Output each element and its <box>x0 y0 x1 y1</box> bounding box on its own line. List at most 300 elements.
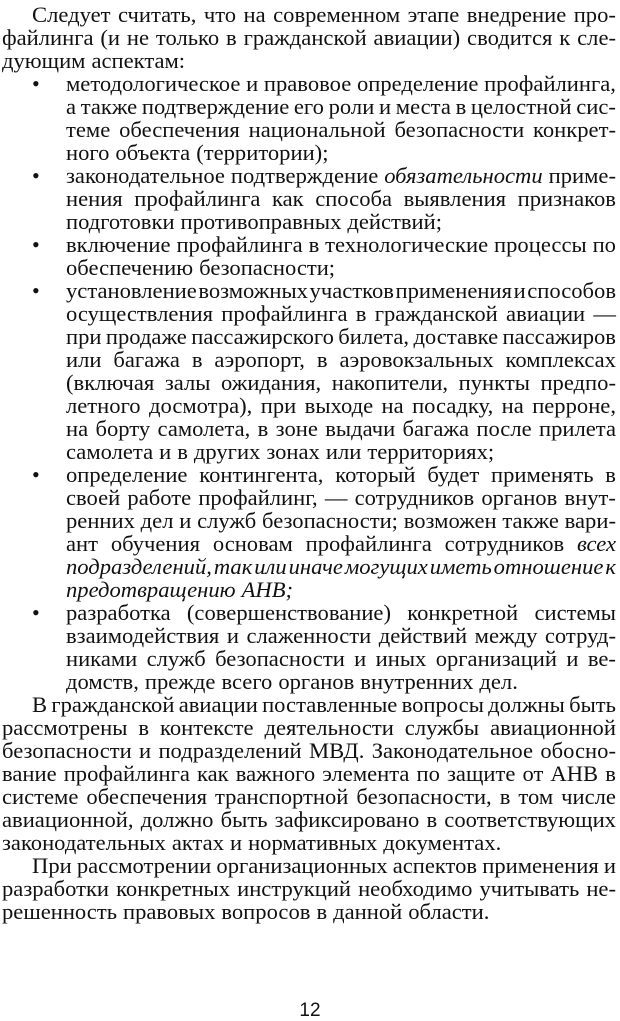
word: безопасности; <box>199 255 336 280</box>
word: летного <box>66 393 141 418</box>
word: обеспечения <box>86 784 208 809</box>
bullet-list <box>2 72 616 693</box>
text-line <box>66 210 616 233</box>
word: или <box>254 554 287 579</box>
word: рассмотрении <box>76 853 212 878</box>
word: В <box>32 692 48 717</box>
word: зонах <box>266 439 320 464</box>
word: ренних <box>66 508 135 533</box>
word: Законодательное <box>371 738 534 763</box>
word: системе <box>2 784 79 809</box>
bullet-marker: • <box>32 462 40 487</box>
word: его <box>293 94 324 119</box>
word: самолета, <box>157 416 251 441</box>
text-line <box>66 187 616 210</box>
word: гражданской <box>51 692 175 717</box>
word: сотрудников <box>354 485 475 510</box>
word: контингента, <box>199 462 324 487</box>
text-line <box>66 302 616 325</box>
word: авиации) <box>373 25 461 50</box>
word: сводится <box>467 25 553 50</box>
text-line <box>66 440 616 463</box>
word: соответствующих <box>444 807 616 832</box>
word: актах <box>171 830 224 855</box>
word: и <box>159 439 172 464</box>
text-line <box>66 164 616 187</box>
text-line <box>2 716 616 739</box>
word: в <box>308 232 320 257</box>
word: комплексах <box>505 347 616 372</box>
word: выдачи <box>325 416 396 441</box>
word: деятельности <box>264 715 394 740</box>
word: перроне, <box>532 393 616 418</box>
word: предпо- <box>540 370 616 395</box>
text-line <box>66 647 616 670</box>
word: гражданской <box>374 301 498 326</box>
word: этапе <box>407 2 460 27</box>
word: документах. <box>383 830 502 855</box>
word: разработка <box>66 600 171 625</box>
word: подразделений <box>158 738 302 763</box>
word: разработки <box>2 876 110 901</box>
word: АНВ <box>550 761 599 786</box>
word: профайлинга, <box>484 71 616 96</box>
word: иметь <box>429 554 492 579</box>
word: и <box>246 71 259 96</box>
word: служб <box>146 646 206 671</box>
word: (и <box>100 25 121 50</box>
word: правовое <box>263 71 352 96</box>
word: подразделений, <box>66 554 212 579</box>
word: а <box>66 94 77 119</box>
word: досмотра), <box>149 393 253 418</box>
word: обязательности <box>384 163 543 188</box>
word: — <box>324 485 348 510</box>
word: должны <box>488 692 565 717</box>
word: выявления <box>403 186 507 211</box>
word: том <box>518 784 554 809</box>
text-line <box>66 233 616 256</box>
word: места <box>395 94 451 119</box>
word: по <box>592 232 616 257</box>
word: обосно- <box>540 738 616 763</box>
word: всех <box>576 531 616 556</box>
word: в <box>426 807 438 832</box>
word: осуществления <box>66 301 214 326</box>
word: при <box>66 324 102 349</box>
word: быть <box>220 807 268 832</box>
text-line <box>2 831 616 854</box>
paragraph <box>2 854 616 923</box>
word: по <box>416 761 440 786</box>
word: важного <box>235 761 316 786</box>
word: аспектов <box>392 853 478 878</box>
word: не <box>126 25 150 50</box>
word: конкретных <box>116 876 231 901</box>
word: — <box>593 301 616 326</box>
word: авиационной, <box>2 807 134 832</box>
word: посадку, <box>412 393 494 418</box>
word: подтверждение <box>230 163 379 188</box>
word: и <box>603 853 616 878</box>
word: обеспечения <box>119 117 240 142</box>
word: При <box>32 853 72 878</box>
list-item <box>2 72 616 164</box>
word: пункты <box>458 370 530 395</box>
word: багажа <box>402 416 469 441</box>
word: в <box>605 462 616 487</box>
word: также <box>80 94 138 119</box>
word: процессы <box>494 232 587 257</box>
word: при <box>260 393 297 418</box>
word: в <box>226 25 237 50</box>
word: вопросов <box>221 899 311 924</box>
word: сотруд- <box>544 623 616 648</box>
word: в <box>499 784 511 809</box>
word: органов <box>481 485 558 510</box>
word: элемента <box>322 761 410 786</box>
word: к <box>605 554 616 579</box>
word: профайлинга <box>176 232 303 257</box>
word: в <box>316 347 328 372</box>
word: или <box>66 347 102 372</box>
word: и <box>139 738 152 763</box>
word: профайлинга <box>305 531 432 556</box>
text-line <box>2 808 616 831</box>
word: в <box>605 761 616 786</box>
word: и <box>566 646 579 671</box>
word: и <box>378 94 392 119</box>
word: могущих <box>344 554 428 579</box>
word: транспортной <box>215 784 349 809</box>
text-line <box>66 486 616 509</box>
word: будет <box>427 462 480 487</box>
word: в <box>191 347 203 372</box>
word: иначе <box>288 554 343 579</box>
bullet-marker: • <box>32 71 40 96</box>
word: только <box>155 25 220 50</box>
word: территориях; <box>367 439 495 464</box>
word: на <box>501 393 524 418</box>
word: внут- <box>564 485 616 510</box>
word: вание <box>2 761 57 786</box>
word: накопители, <box>331 370 449 395</box>
text-line <box>66 371 616 394</box>
word: основам <box>212 531 293 556</box>
word: признаков <box>517 186 616 211</box>
text-line <box>66 555 616 578</box>
word: что <box>203 2 237 27</box>
page-text <box>2 0 616 923</box>
word: подтверждение <box>141 94 290 119</box>
word: включение <box>66 232 171 257</box>
word: прежде <box>144 669 216 694</box>
text-line <box>66 417 616 440</box>
word: продаже <box>105 324 187 349</box>
word: иных <box>375 646 427 671</box>
word: применения <box>395 278 512 303</box>
word: файлинга <box>2 25 94 50</box>
word: между <box>474 623 538 648</box>
text-line <box>2 26 616 49</box>
word: залы <box>164 370 211 395</box>
paragraph <box>2 693 616 854</box>
word: теме <box>66 117 111 142</box>
word: контексте <box>160 715 254 740</box>
word: числе <box>561 784 616 809</box>
word: безопасности <box>2 738 132 763</box>
word: в <box>355 301 367 326</box>
list-item <box>2 164 616 233</box>
word: роли <box>328 94 375 119</box>
word: противоправных <box>180 209 342 234</box>
text-line <box>66 509 616 532</box>
text-line <box>2 3 616 26</box>
word: и <box>513 278 526 303</box>
word: действий <box>378 623 468 648</box>
word: ве- <box>587 646 616 671</box>
word: билета, <box>338 324 410 349</box>
word: быть <box>569 692 616 717</box>
word: современном <box>273 2 401 27</box>
text-line <box>2 693 616 716</box>
text-line <box>66 463 616 486</box>
word: дел. <box>479 669 518 694</box>
word: к <box>559 25 571 50</box>
word: технологические <box>325 232 489 257</box>
word: своей <box>66 485 121 510</box>
word: безопасности <box>215 646 345 671</box>
word: зафиксировано <box>274 807 420 832</box>
text-line <box>66 578 616 601</box>
word: необходимо <box>358 876 473 901</box>
text-line <box>2 854 616 877</box>
word: также <box>502 508 559 533</box>
word: на <box>243 2 266 27</box>
text-line <box>66 670 616 693</box>
word: национальной <box>248 117 386 142</box>
word: предотвращению <box>66 577 236 602</box>
word: внедрение <box>466 2 567 27</box>
text-line <box>66 95 616 118</box>
word: зоне <box>275 416 318 441</box>
list-item <box>2 463 616 601</box>
word: сле- <box>577 25 616 50</box>
word: домств, <box>66 669 139 694</box>
word: профайлинг, <box>198 485 318 510</box>
text-line <box>2 739 616 762</box>
word: Следует <box>32 2 111 27</box>
page-number: 12 <box>299 1000 321 1021</box>
word: не- <box>586 876 616 901</box>
word: прилета <box>539 416 616 441</box>
word: дующим <box>2 48 86 73</box>
word: инструкций <box>237 876 352 901</box>
word: аэровокзальных <box>339 347 494 372</box>
word: методологическое <box>66 71 241 96</box>
word: должно <box>140 807 214 832</box>
word: считать, <box>117 2 197 27</box>
text-line <box>66 601 616 624</box>
word: гражданской <box>243 25 367 50</box>
word: самолета <box>66 439 154 464</box>
word: учитывать <box>479 876 580 901</box>
word: про- <box>573 2 616 27</box>
word: авиационной <box>490 715 616 740</box>
word: доставке <box>413 324 499 349</box>
word: авиации <box>506 301 586 326</box>
word: организаций <box>435 646 557 671</box>
word: решенность <box>2 899 117 924</box>
text-line <box>2 900 616 923</box>
word: определение <box>66 462 188 487</box>
word: как <box>197 761 229 786</box>
word: участков <box>309 278 394 303</box>
word: ожидания, <box>220 370 322 395</box>
word: (совершенствование) <box>186 600 391 625</box>
word: (включая <box>66 370 155 395</box>
word: применения <box>482 853 599 878</box>
word: МВД. <box>309 738 365 763</box>
text-line <box>66 325 616 348</box>
text-line <box>66 141 616 164</box>
word: выходе <box>304 393 374 418</box>
word: службы <box>404 715 480 740</box>
word: обеспечению <box>66 255 194 280</box>
word: безопасности, <box>356 784 492 809</box>
word: на <box>381 393 404 418</box>
text-line <box>66 348 616 371</box>
word: и <box>354 646 367 671</box>
word: конкретной <box>407 600 519 625</box>
word: борту <box>95 416 151 441</box>
word: нения <box>66 186 123 211</box>
word: ного <box>66 140 110 165</box>
word: обучения <box>110 531 201 556</box>
word: слаженности <box>246 623 372 648</box>
word: и <box>179 508 192 533</box>
word: рассмотрены <box>2 715 128 740</box>
word: пассажирского <box>191 324 334 349</box>
word: и <box>230 830 243 855</box>
word: дел <box>140 508 174 533</box>
text-line <box>66 279 616 302</box>
word: профайлинга <box>221 301 348 326</box>
intro-paragraph <box>2 3 616 72</box>
word: законодательных <box>2 830 166 855</box>
word: отношение <box>493 554 604 579</box>
word: работе <box>127 485 192 510</box>
word: защите <box>447 761 516 786</box>
word: установление <box>66 278 197 303</box>
word: организационных <box>216 853 388 878</box>
word: и <box>226 623 239 648</box>
text-line <box>66 118 616 141</box>
word: безопасности; <box>262 508 398 533</box>
bullet-marker: • <box>32 232 40 257</box>
word: способа <box>315 186 393 211</box>
word: подготовки <box>66 209 175 234</box>
word: авиации <box>178 692 258 717</box>
word: приме- <box>548 163 616 188</box>
word: объекта <box>115 140 191 165</box>
word: АНВ; <box>241 577 294 602</box>
word: в <box>138 715 150 740</box>
word: данной <box>333 899 403 924</box>
text-line <box>66 532 616 555</box>
word: сотрудников <box>444 531 565 556</box>
list-item <box>2 233 616 279</box>
word: в <box>455 94 467 119</box>
word: внутренних <box>360 669 474 694</box>
bullet-marker: • <box>32 600 40 625</box>
word: безопасности <box>394 117 525 142</box>
word: области. <box>408 899 490 924</box>
text-line <box>66 394 616 417</box>
word: действий; <box>347 209 443 234</box>
word: определение <box>356 71 479 96</box>
word: поставленные <box>262 692 398 717</box>
word: в <box>316 899 328 924</box>
bullet-marker: • <box>32 278 40 303</box>
bullet-marker: • <box>32 163 40 188</box>
word: от <box>522 761 544 786</box>
text-line <box>2 877 616 900</box>
word: органов <box>278 669 355 694</box>
word: аспектам: <box>91 48 186 73</box>
word: возможен <box>403 508 497 533</box>
word: нормативных <box>248 830 378 855</box>
word: как <box>272 186 304 211</box>
word: вари- <box>564 508 616 533</box>
word: никами <box>66 646 138 671</box>
word: законодательное <box>66 163 225 188</box>
text-line <box>2 785 616 808</box>
word: системы <box>534 600 616 625</box>
word: или <box>325 439 362 464</box>
list-item <box>2 279 616 463</box>
word: сис- <box>576 94 616 119</box>
list-item <box>2 601 616 693</box>
word: пассажиров <box>502 324 616 349</box>
word: так <box>213 554 253 579</box>
word: правовых <box>123 899 216 924</box>
word: профайлинга <box>134 186 261 211</box>
word: профайлинга <box>63 761 190 786</box>
word: в <box>257 416 269 441</box>
text-line <box>66 256 616 279</box>
word: служб <box>197 508 257 533</box>
text-line <box>66 72 616 95</box>
word: багажа <box>113 347 180 372</box>
word: целостной <box>470 94 572 119</box>
word: на <box>66 416 89 441</box>
word: который <box>335 462 416 487</box>
text-line <box>66 624 616 647</box>
word: (территории); <box>196 140 329 165</box>
text-line <box>2 762 616 785</box>
word: всего <box>221 669 273 694</box>
word: ант <box>66 531 98 556</box>
word: конкрет- <box>533 117 616 142</box>
word: в <box>177 439 188 464</box>
word: взаимодействия <box>66 623 220 648</box>
word: применять <box>491 462 594 487</box>
word: других <box>193 439 261 464</box>
word: способов <box>527 278 616 303</box>
word: возможных <box>198 278 308 303</box>
text-line <box>2 49 616 72</box>
